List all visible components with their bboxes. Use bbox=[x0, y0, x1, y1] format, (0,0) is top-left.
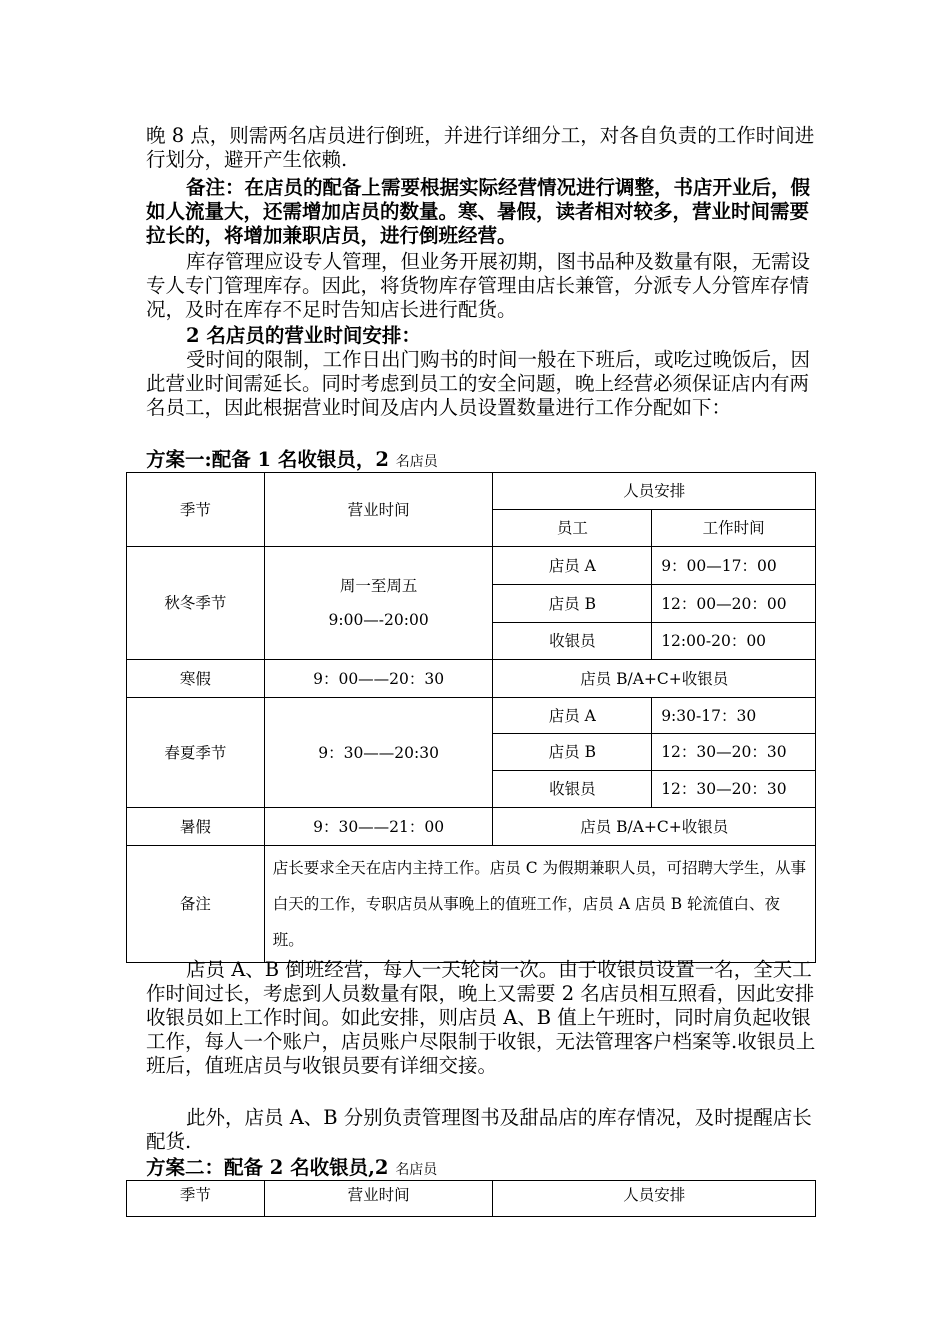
work-time-cell: 12：30—20：30 bbox=[652, 734, 816, 771]
hours-autumn-winter: 周一至周五 9:00—-20:00 bbox=[264, 547, 493, 660]
season-summer-break: 暑假 bbox=[127, 808, 265, 846]
work-time-cell: 12：30—20：30 bbox=[652, 771, 816, 808]
work-time-cell: 12：00—20：00 bbox=[652, 585, 816, 623]
employee-cell: 店员 A bbox=[493, 698, 652, 734]
header-employee: 员工 bbox=[493, 510, 652, 547]
plan2-title: 方案二：配备 2 名收银员,2 名店员 bbox=[146, 1156, 438, 1179]
plan1-title: 方案一:配备 1 名收银员，2 名店员 bbox=[146, 448, 438, 471]
employee-cell: 收银员 bbox=[493, 771, 652, 808]
header-staff-arrangement: 人员安排 bbox=[493, 473, 816, 510]
header-hours: 营业时间 bbox=[264, 473, 493, 547]
header-work-time: 工作时间 bbox=[652, 510, 816, 547]
paragraph-inventory-duty: 此外，店员 A、B 分别负责管理图书及甜品店的库存情况，及时提醒店长配货. bbox=[146, 1106, 812, 1153]
header-hours: 营业时间 bbox=[264, 1181, 493, 1217]
paragraph-remark: 备注：在店员的配备上需要根据实际经营情况进行调整，书店开业后，假如人流量大，还需增加店员的数量。寒、暑假，读者相对较多，营业时间需要拉长的，将增加兼职店员，进行倒班经营。 bbox=[146, 176, 811, 247]
plan1-schedule-table bbox=[126, 472, 816, 963]
season-autumn-winter: 秋冬季节 bbox=[127, 547, 265, 660]
hours-summer-break: 9：30——21：00 bbox=[264, 808, 493, 846]
hours-winter-break: 9：00——20：30 bbox=[264, 660, 493, 698]
work-time-cell: 9:30-17：30 bbox=[652, 698, 816, 734]
note-text: 店长要求全天在店内主持工作。店员 C 为假期兼职人员，可招聘大学生，从事白天的工作，专职店员从事晚上的值班工作，店员 A 店员 B 轮流值白、夜班。 bbox=[264, 846, 815, 963]
header-staff-arrangement: 人员安排 bbox=[493, 1181, 816, 1217]
employee-cell: 店员 B bbox=[493, 585, 652, 623]
paragraph-shift-rotation: 店员 A、B 倒班经营，每人一天轮岗一次。由于收银员设置一名，全天工作时间过长，考虑到人员数量有限，晚上又需要 2 名店员相互照看，因此安排收银员如上工作时间。如此安排，则店员 A、B 值上午班时，同时肩负起收银工作，每人一个账户，店员账户尽限制于收银，无法管理客户档案等.收银员上班后，值班店员与收银员要有详细交接。 bbox=[146, 958, 816, 1077]
header-season: 季节 bbox=[127, 1181, 265, 1217]
work-time-cell: 12:00-20：00 bbox=[652, 623, 816, 660]
header-season: 季节 bbox=[127, 473, 265, 547]
staff-winter-break: 店员 B/A+C+收银员 bbox=[493, 660, 816, 698]
employee-cell: 店员 B bbox=[493, 734, 652, 771]
section-heading-schedule: 2 名店员的营业时间安排： bbox=[186, 324, 421, 347]
paragraph-shift-division: 晚 8 点，则需两名店员进行倒班，并进行详细分工，对各自负责的工作时间进行划分，避开产生依赖. bbox=[146, 124, 815, 171]
note-label: 备注 bbox=[127, 846, 265, 963]
hours-spring-summer: 9：30——20:30 bbox=[264, 698, 493, 808]
employee-cell: 收银员 bbox=[493, 623, 652, 660]
season-spring-summer: 春夏季节 bbox=[127, 698, 265, 808]
employee-cell: 店员 A bbox=[493, 547, 652, 585]
season-winter-break: 寒假 bbox=[127, 660, 265, 698]
staff-summer-break: 店员 B/A+C+收银员 bbox=[493, 808, 816, 846]
paragraph-time-constraint: 受时间的限制，工作日出门购书的时间一般在下班后，或吃过晚饭后，因此营业时间需延长。同时考虑到员工的安全问题，晚上经营必须保证店内有两名员工，因此根据营业时间及店内人员设置数量进行工作分配如下： bbox=[146, 348, 811, 419]
paragraph-inventory: 库存管理应设专人管理，但业务开展初期，图书品种及数量有限，无需设专人专门管理库存。因此，将货物库存管理由店长兼管，分派专人分管库存情况，及时在库存不足时告知店长进行配货。 bbox=[146, 250, 811, 321]
work-time-cell: 9：00—17：00 bbox=[652, 547, 816, 585]
plan2-schedule-table bbox=[126, 1180, 816, 1217]
